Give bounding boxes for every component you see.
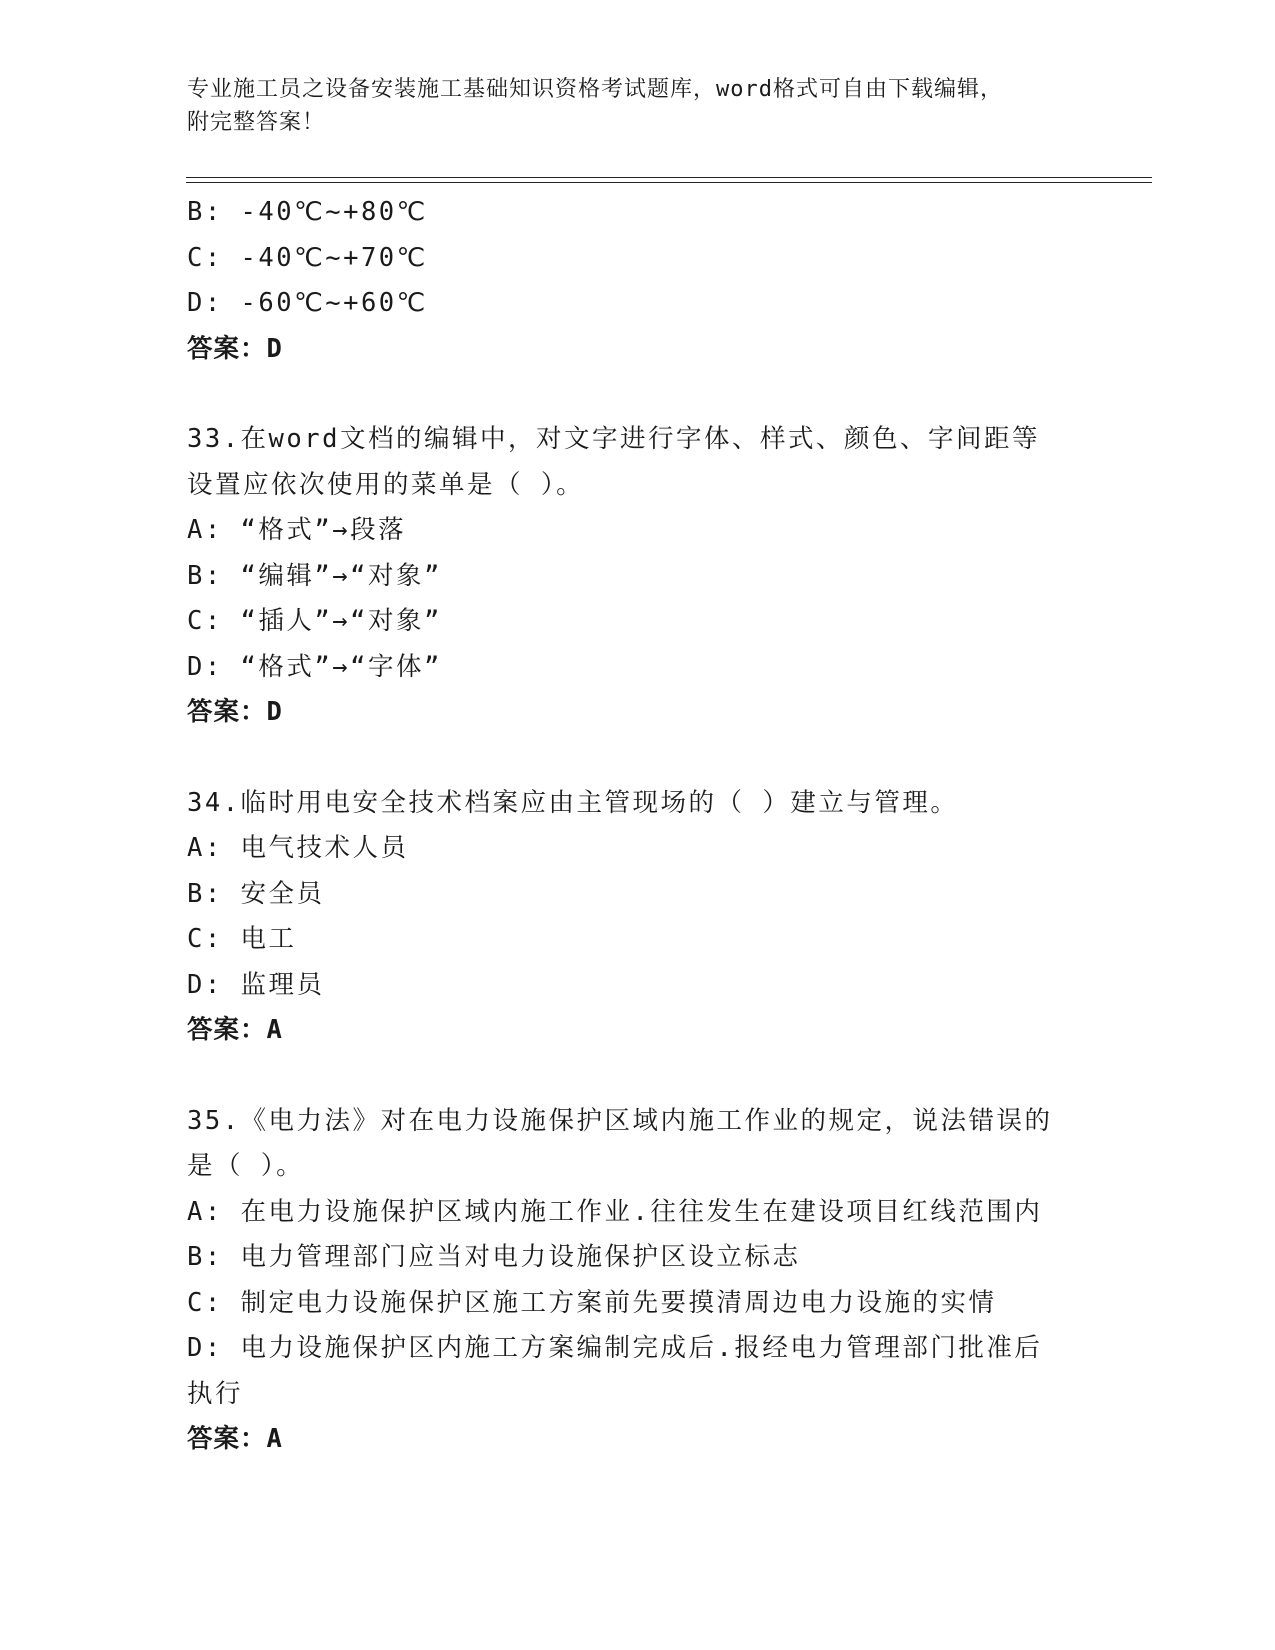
question-34 (187, 781, 1087, 1054)
option-a: A: “格式”→段落 (187, 515, 407, 545)
option-a: A: 在电力设施保护区域内施工作业.往往发生在建设项目红线范围内 (187, 1196, 1043, 1227)
document-header (187, 73, 1067, 139)
option-c: C: -40℃~+70℃ (187, 242, 428, 273)
header-line-2: 附完整答案！ (187, 110, 326, 135)
option-b: B: “编辑”→“对象” (187, 560, 442, 591)
option-d: D: “格式”→“字体” (187, 651, 442, 682)
spacer (187, 372, 1087, 417)
spacer (187, 1054, 1087, 1099)
question-text: 34.临时用电安全技术档案应由主管现场的（ ）建立与管理。 (187, 787, 959, 818)
answer: 答案：D (187, 697, 283, 727)
question-text: 是（ ）。 (187, 1151, 305, 1181)
option-a: A: 电气技术人员 (187, 833, 409, 863)
question-text: 设置应依次使用的菜单是（ ）。 (187, 469, 585, 500)
header-line-1: 专业施工员之设备安装施工基础知识资格考试题库，word格式可自由下载编辑， (187, 77, 1003, 102)
option-b: B: -40℃~+80℃ (187, 197, 428, 227)
option-d: D: -60℃~+60℃ (187, 288, 428, 318)
answer: 答案：A (187, 1424, 283, 1454)
option-b: B: 电力管理部门应当对电力设施保护区设立标志 (187, 1242, 801, 1272)
spacer (187, 736, 1087, 781)
question-text: 33.在word文档的编辑中，对文字进行字体、样式、颜色、字间距等 (187, 424, 1040, 454)
question-32-continued (187, 190, 1087, 372)
option-b: B: 安全员 (187, 878, 325, 909)
header-divider-top (186, 177, 1152, 178)
option-c: C: 电工 (187, 924, 297, 954)
option-d: D: 电力设施保护区内施工方案编制完成后.报经电力管理部门批准后 (187, 1333, 1043, 1363)
option-d-continuation: 执行 (187, 1378, 244, 1409)
option-c: C: “插人”→“对象” (187, 606, 442, 636)
answer: 答案：D (187, 333, 283, 364)
option-d: D: 监理员 (187, 969, 325, 1000)
answer: 答案：A (187, 1015, 283, 1045)
question-35 (187, 1099, 1087, 1463)
question-text: 35.《电力法》对在电力设施保护区域内施工作业的规定，说法错误的 (187, 1105, 1053, 1136)
question-33 (187, 417, 1087, 736)
question-list (187, 190, 1087, 1463)
header-divider-bottom (186, 182, 1152, 183)
option-c: C: 制定电力设施保护区施工方案前先要摸清周边电力设施的实情 (187, 1287, 997, 1318)
